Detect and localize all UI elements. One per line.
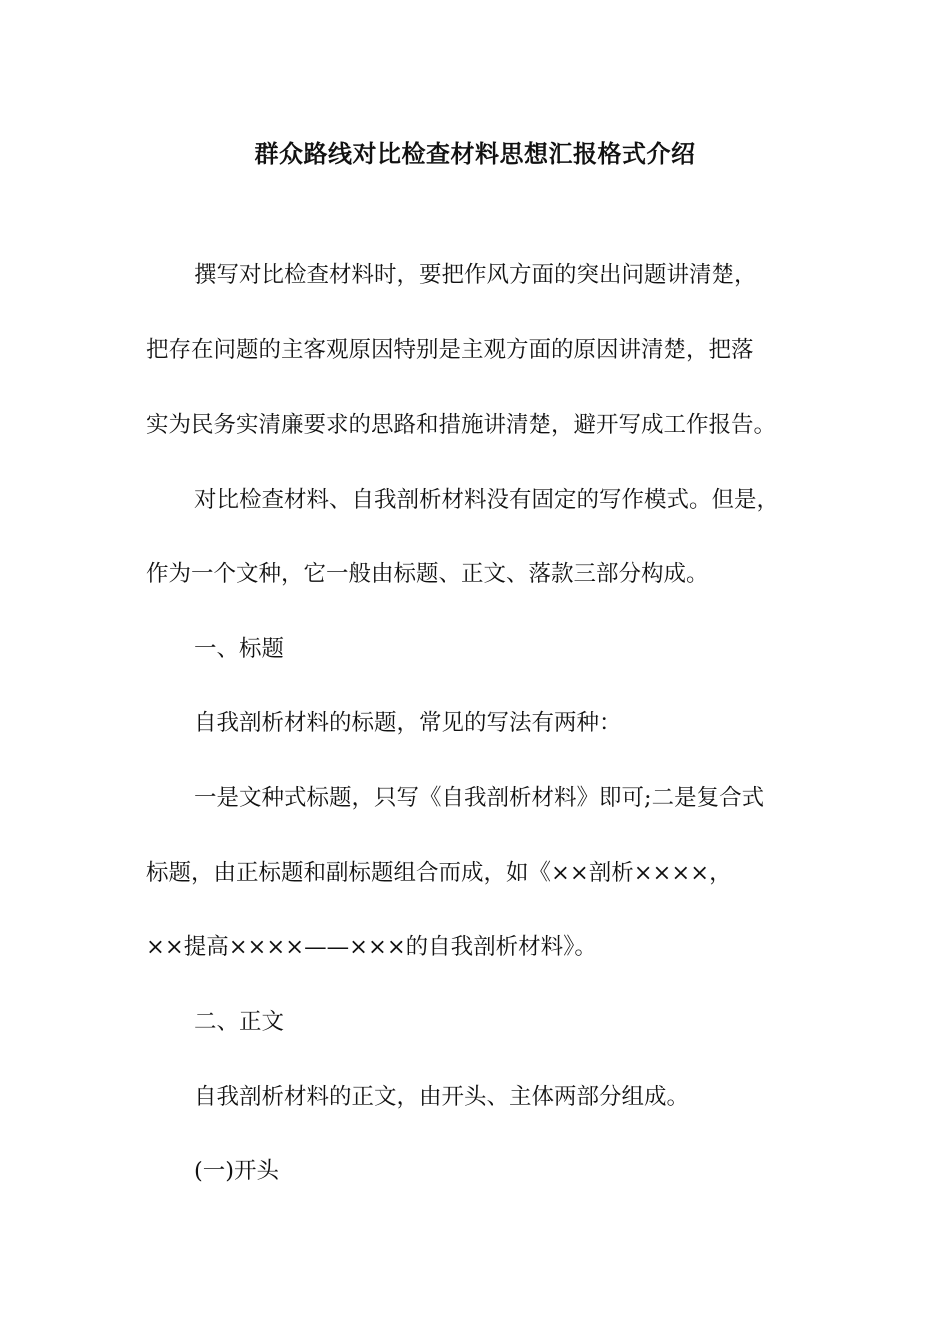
paragraph-line: 作为一个文种，它一般由标题、正文、落款三部分构成。 xyxy=(146,561,709,587)
paragraph-line: 自我剖析材料的标题，常见的写法有两种： xyxy=(194,710,622,736)
paragraph-line: ××提高××××——×××的自我剖析材料》。 xyxy=(146,934,597,960)
paragraph-line: 实为民务实清廉要求的思路和措施讲清楚，避开写成工作报告。 xyxy=(146,412,777,438)
document-title: 群众路线对比检查材料思想汇报格式介绍 xyxy=(254,139,696,168)
subsection-heading: (一)开头 xyxy=(194,1158,280,1184)
paragraph-line: 对比检查材料、自我剖析材料没有固定的写作模式。但是， xyxy=(194,487,780,513)
paragraph-line: 标题，由正标题和副标题组合而成，如《××剖析××××， xyxy=(146,860,732,886)
paragraph-line: 撰写对比检查材料时，要把作风方面的突出问题讲清楚， xyxy=(194,262,757,288)
paragraph-line: 自我剖析材料的正文，由开头、主体两部分组成。 xyxy=(194,1084,690,1110)
section-heading: 一、标题 xyxy=(194,636,285,662)
section-heading: 二、正文 xyxy=(194,1009,285,1035)
paragraph-line: 一是文种式标题，只写《自我剖析材料》即可;二是复合式 xyxy=(194,785,765,811)
paragraph-line: 把存在问题的主客观原因特别是主观方面的原因讲清楚，把落 xyxy=(146,337,754,363)
